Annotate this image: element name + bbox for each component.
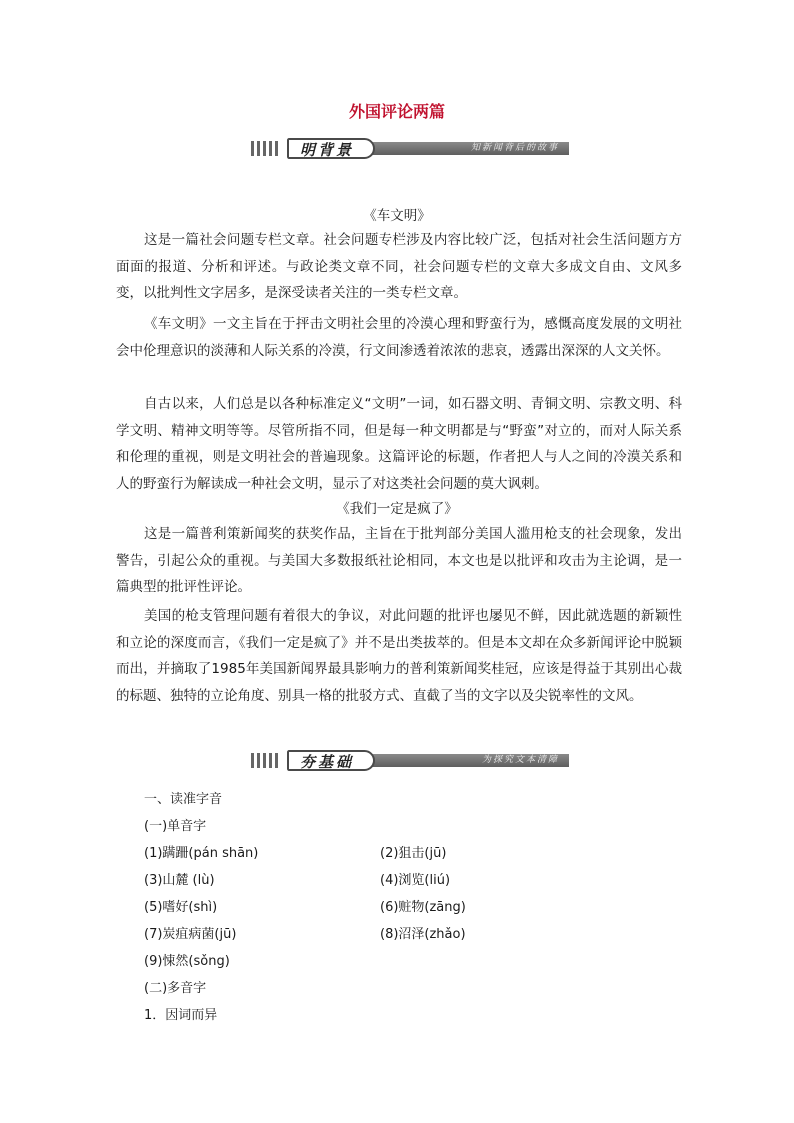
section-heading-car-civilization: 《车文明》 bbox=[363, 208, 431, 224]
word-item: (3)山麓 (lù) bbox=[144, 873, 215, 888]
section-banner-foundation bbox=[251, 750, 569, 771]
banner-label: 明背景 bbox=[299, 141, 354, 159]
paragraph: 美国的枪支管理问题有着很大的争议，对此问题的批评也屡见不鲜，因此就选题的新颖性和立论的深度而言，《我们一定是疯了》并不是出类拔萃的。但是本文却在众多新闻评论中脱颖而出，并摘取了1985年美国新闻界最具影响力的普利策新闻奖桂冠，应该是得益于其别出心裁的标题、独特的立论角度、别具一格的批驳方式、直截了当的文字以及尖锐率性的文风。 bbox=[116, 608, 682, 704]
banner-stripes bbox=[251, 753, 281, 768]
paragraph: 这是一篇普利策新闻奖的获奖作品，主旨在于批判部分美国人滥用枪支的社会现象，发出警告，引起公众的重视。与美国大多数报纸社论相同，本文也是以批评和攻击为主论调，是一篇典型的批评性评论。 bbox=[116, 526, 682, 595]
banner-subtitle: 为探究文本清障 bbox=[481, 755, 559, 765]
word-item: (6)赃物(zāng) bbox=[380, 900, 466, 915]
word-item: (9)悚然(sǒng) bbox=[144, 954, 230, 969]
word-item: (1)蹒跚(pán shān) bbox=[144, 846, 259, 861]
section-banner-background bbox=[251, 138, 569, 159]
subheading-single-pronunciation: (一)单音字 bbox=[144, 819, 207, 834]
banner-subtitle: 知新闻背后的故事 bbox=[470, 143, 559, 153]
word-item: (7)炭疽病菌(jū) bbox=[144, 927, 237, 942]
subheading-multi-pronunciation: (二)多音字 bbox=[144, 981, 207, 996]
word-item: (2)狙击(jū) bbox=[380, 846, 447, 861]
exercise-heading: 一、读准字音 bbox=[144, 792, 223, 807]
word-item: (5)嗜好(shì) bbox=[144, 900, 218, 915]
banner-label: 夯基础 bbox=[299, 753, 354, 771]
paragraph: 这是一篇社会问题专栏文章。社会问题专栏涉及内容比较广泛，包括对社会生活问题方方面面的报道、分析和评述。与政论类文章不同，社会问题专栏的文章大多成文自由、文风多变，以批判性文字居多，是深受读者关注的一类专栏文章。 bbox=[116, 232, 682, 301]
word-item: (8)沼泽(zhǎo) bbox=[380, 927, 466, 942]
paragraph: 《车文明》一文主旨在于抨击文明社会里的冷漠心理和野蛮行为，感慨高度发展的文明社会中伦理意识的淡薄和人际关系的冷漠，行文间渗透着浓浓的悲哀，透露出深深的人文关怀。 bbox=[116, 316, 682, 359]
paragraph: 自古以来，人们总是以各种标准定义“文明”一词，如石器文明、青铜文明、宗教文明、科学文明、精神文明等等。尽管所指不同，但是每一种文明都是与“野蛮”对立的，而对人际关系和伦理的重视，则是文明社会的普遍现象。这篇评论的标题，作者把人与人之间的冷漠关系和人的野蛮行为解读成一种社会文明，显示了对这类社会问题的莫大讽刺。 bbox=[116, 396, 682, 492]
banner-stripes bbox=[251, 141, 281, 156]
page-title: 外国评论两篇 bbox=[348, 102, 445, 121]
word-item: (4)浏览(liú) bbox=[380, 873, 451, 888]
subheading-by-word: 1．因词而异 bbox=[144, 1008, 218, 1023]
section-heading-we-must-be-mad: 《我们一定是疯了》 bbox=[336, 501, 458, 517]
